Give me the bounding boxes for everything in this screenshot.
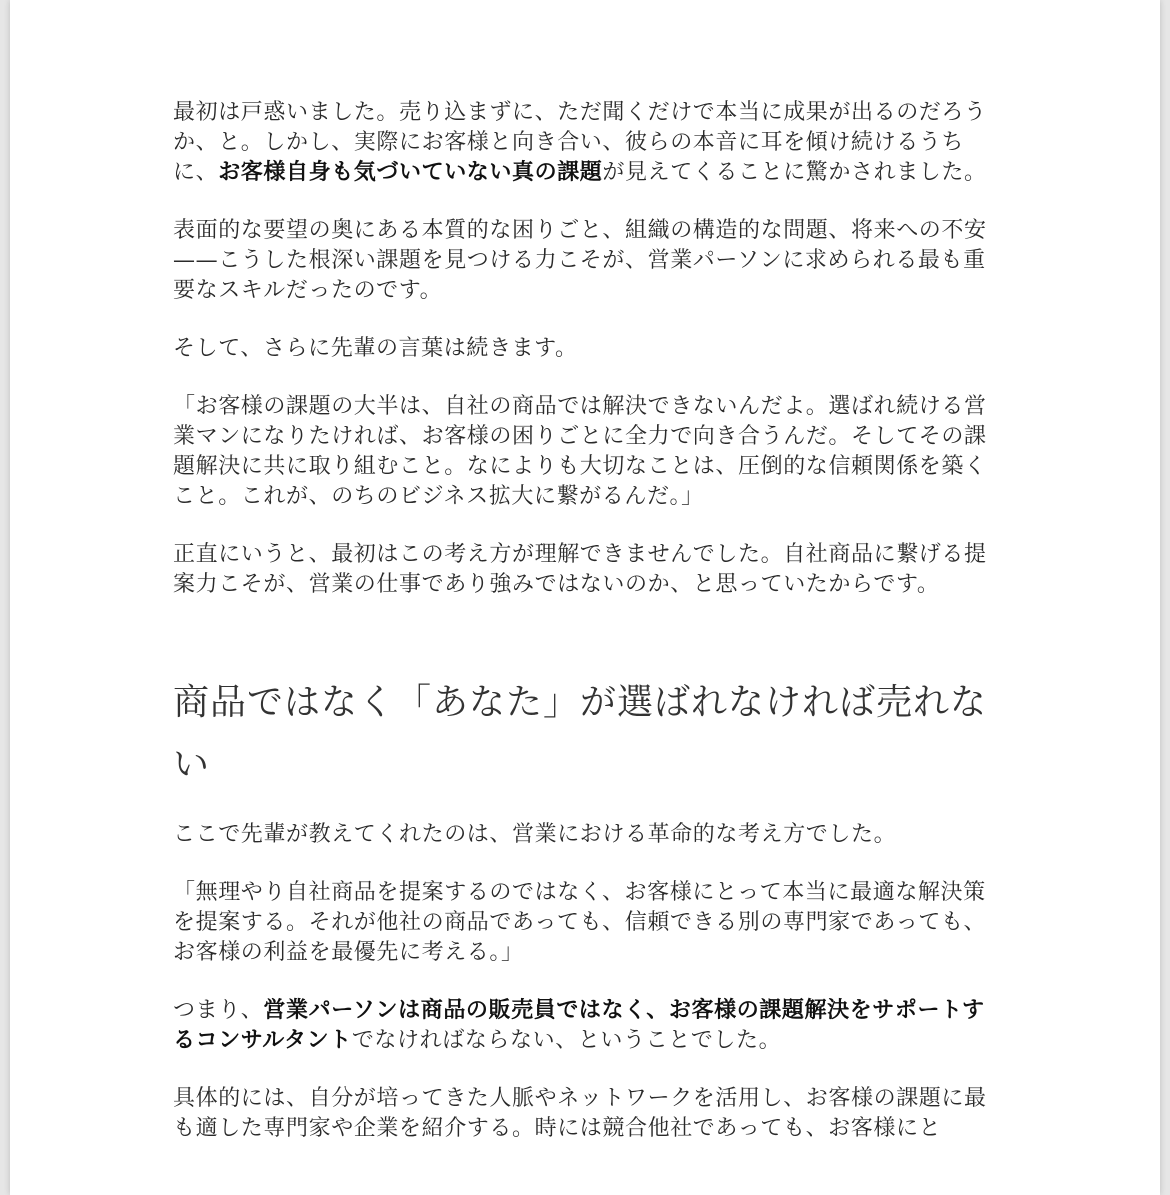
paragraph	[173, 98, 1003, 188]
document-body	[173, 98, 1003, 1172]
quote-paragraph: 「お客様の課題の大半は、自社の商品では解決できないんだよ。選ばれ続ける営業マンになりたければ、お客様の困りごとに全力で向き合うんだ。そしてその課題解決に共に取り組むこと。なによりも大切なことは、圧倒的な信頼関係を築くこと。これが、のちのビジネス拡大に繋がるんだ。」	[173, 394, 987, 509]
paragraph-text: つまり、	[173, 998, 264, 1023]
paragraph: ここで先輩が教えてくれたのは、営業における革命的な考え方でした。	[173, 822, 897, 847]
document-page	[10, 0, 1160, 1195]
paragraph: 正直にいうと、最初はこの考え方が理解できませんでした。自社商品に繋げる提案力こそが、営業の仕事であり強みではないのか、と思っていたからです。	[173, 542, 987, 597]
emphasis-text: 営業パーソンは商品の販売員ではなく、お客様の課題解決をサポートするコンサルタント	[173, 998, 985, 1053]
section-heading: 商品ではなく「あなた」が選ばれなければ売れない	[173, 682, 988, 785]
quote-paragraph: 「無理やり自社商品を提案するのではなく、お客様にとって本当に最適な解決策を提案する。それが他社の商品であっても、信頼できる別の専門家であっても、お客様の利益を最優先に考える。」	[173, 880, 987, 965]
paragraph-text: でなければならない、ということでした。	[351, 1028, 782, 1053]
paragraph	[173, 996, 1003, 1056]
paragraph-text: が見えてくることに驚かされました。	[602, 160, 987, 185]
emphasis-text: お客様自身も気づいていない真の課題	[218, 160, 603, 185]
paragraph: そして、さらに先輩の言葉は続きます。	[173, 336, 578, 361]
paragraph: 具体的には、自分が培ってきた人脈やネットワークを活用し、お客様の課題に最も適した専門家や企業を紹介する。時には競合他社であっても、お客様にと	[173, 1086, 987, 1141]
paragraph: 表面的な要望の奥にある本質的な困りごと、組織の構造的な問題、将来への不安——こうした根深い課題を見つける力こそが、営業パーソンに求められる最も重要なスキルだったのです。	[173, 218, 987, 303]
paragraph-text: 最初は戸惑いました。売り込まずに、ただ聞くだけで本当に成果が出るのだろうか、と。しかし、実際にお客様と向き合い、彼らの本音に耳を傾け続けるうちに、	[173, 100, 987, 185]
